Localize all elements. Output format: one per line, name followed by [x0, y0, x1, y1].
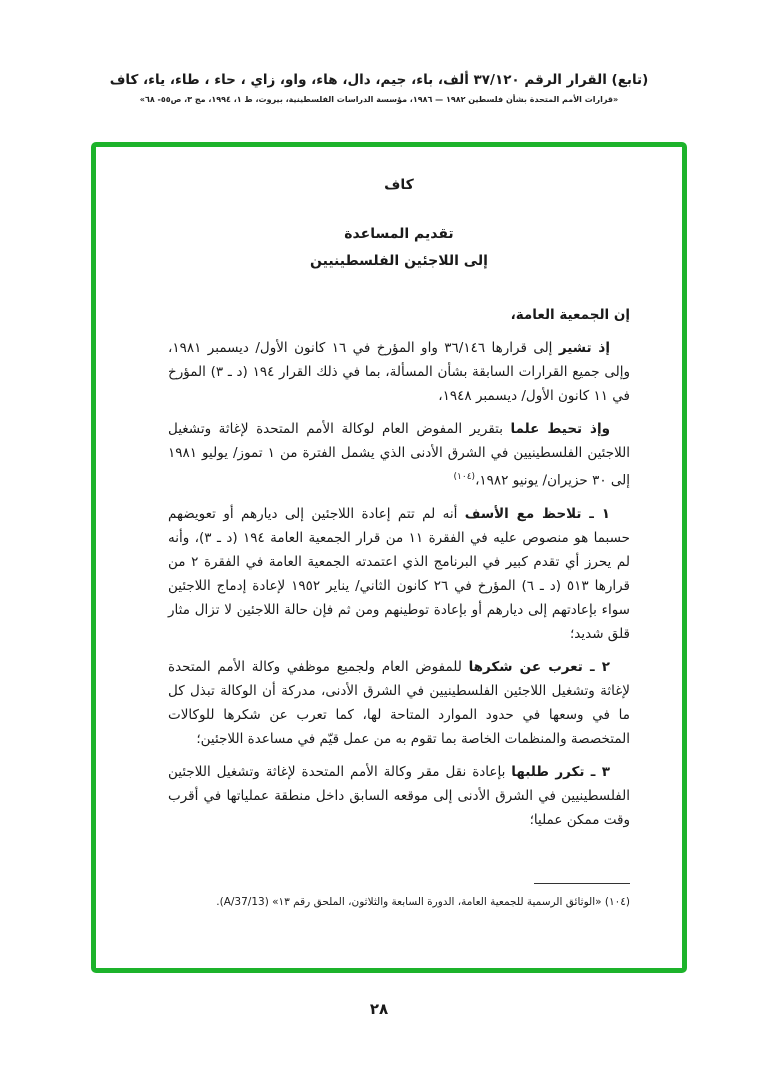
document-frame — [91, 142, 687, 973]
paragraph-operative-1 — [168, 502, 630, 646]
paragraph-text: بتقرير المفوض العام لوكالة الأمم المتحدة لإغاثة وتشغيل اللاجئين الفلسطينيين في الشرق الأدنى الذي يشمل الفترة من ١ تموز/ يوليو ١٩٨١ إلى ٣٠ حزيران/ يونيو ١٩٨٢، — [168, 421, 631, 489]
paragraph-lead: ١ ـ تلاحظ مع الأسف — [464, 505, 610, 522]
footnote-ref: (١٠٤) — [453, 472, 476, 482]
document-title-line2: إلى اللاجئين الفلسطينيين — [310, 253, 488, 269]
header-source-citation: «قرارات الأمم المتحدة بشأن فلسطين ١٩٨٢ — ١٩٨٦، مؤسسة الدراسات الفلسطينية، بيروت، ط ١، ١٩٩٤، مج ٣، ص٥٥- ٦٨» — [139, 95, 619, 104]
paragraph-text: إلى قرارها ٣٦/١٤٦ واو المؤرخ في ١٦ كانون الأول/ ديسمبر ١٩٨١، وإلى جميع القرارات السابقة بشأن المسألة، بما في ذلك القرار ١٩٤ (د ـ ٣) المؤرخ في ١١ كانون الأول/ ديسمبر ١٩٤٨، — [168, 340, 630, 404]
paragraph-operative-3 — [168, 760, 630, 832]
section-letter: كاف — [384, 177, 414, 193]
paragraph-preamble-1 — [168, 336, 630, 408]
paragraph-lead: ٣ ـ تكرر طلبها — [511, 763, 610, 780]
page-number: ٢٨ — [369, 1000, 389, 1018]
paragraph-preamble-2 — [168, 417, 630, 493]
opening-line: إن الجمعية العامة، — [510, 307, 630, 323]
paragraph-operative-2 — [168, 655, 630, 751]
document-title-line1: تقديم المساعدة — [344, 226, 454, 242]
paragraph-lead: ٢ ـ تعرب عن شكرها — [468, 658, 610, 675]
document-title — [168, 221, 630, 275]
header-resolution-title: (تابع) القرار الرقم ٣٧/١٢٠ ألف، باء، جيم، دال، هاء، واو، زاي ، حاء ، طاء، ياء، كاف — [109, 72, 649, 88]
footnote — [168, 883, 630, 912]
paragraph-lead: وإذ تحيط علما — [510, 421, 611, 437]
footnote-separator — [534, 883, 630, 884]
paragraph-lead: إذ تشير — [558, 340, 610, 356]
document-content — [168, 173, 630, 832]
footnote-text: (١٠٤) «الوثائق الرسمية للجمعية العامة، الدورة السابعة والثلاثون، الملحق رقم ١٣» (A/37/13). — [216, 896, 630, 908]
paragraph-text: أنه لم تتم إعادة اللاجئين إلى ديارهم أو تعويضهم حسبما هو منصوص عليه في الفقرة ١١ من قرار الجمعية العامة ١٩٤ (د ـ ٣)، وأنه لم يحرز أي تقدم كبير في البرنامج الذي اعتمدته الجمعية العامة في الفقرة ٢ من قرارها ٥١٣ (د ـ ٦) المؤرخ في ٢٦ كانون الثاني/ يناير ١٩٥٢ لإعادة إدماج اللاجئين سواء بإعادتهم إلى ديارهم أو بإعادة توطينهم ومن ثم فإن حالة اللاجئين لا تزال مثار قلق شديد؛ — [168, 505, 630, 642]
paragraph-text: للمفوض العام ولجميع موظفي وكالة الأمم المتحدة لإغاثة وتشغيل اللاجئين الفلسطينيين في الشرق الأدنى، مدركة أن الوكالة تبذل كل ما في وسعها في حدود الموارد المتاحة لها، كما تعرب عن شكرها للوكالات المتخصصة والمنظمات الخاصة بما تقوم به من عمل قيّم في مساعدة اللاجئين؛ — [168, 658, 630, 747]
page-header — [40, 72, 718, 104]
paragraph-text: بإعادة نقل مقر وكالة الأمم المتحدة لإغاثة وتشغيل اللاجئين الفلسطينيين في الشرق الأدنى إلى موقعه السابق داخل منطقة عملياتها في أقرب وقت ممكن عمليا؛ — [168, 763, 630, 828]
